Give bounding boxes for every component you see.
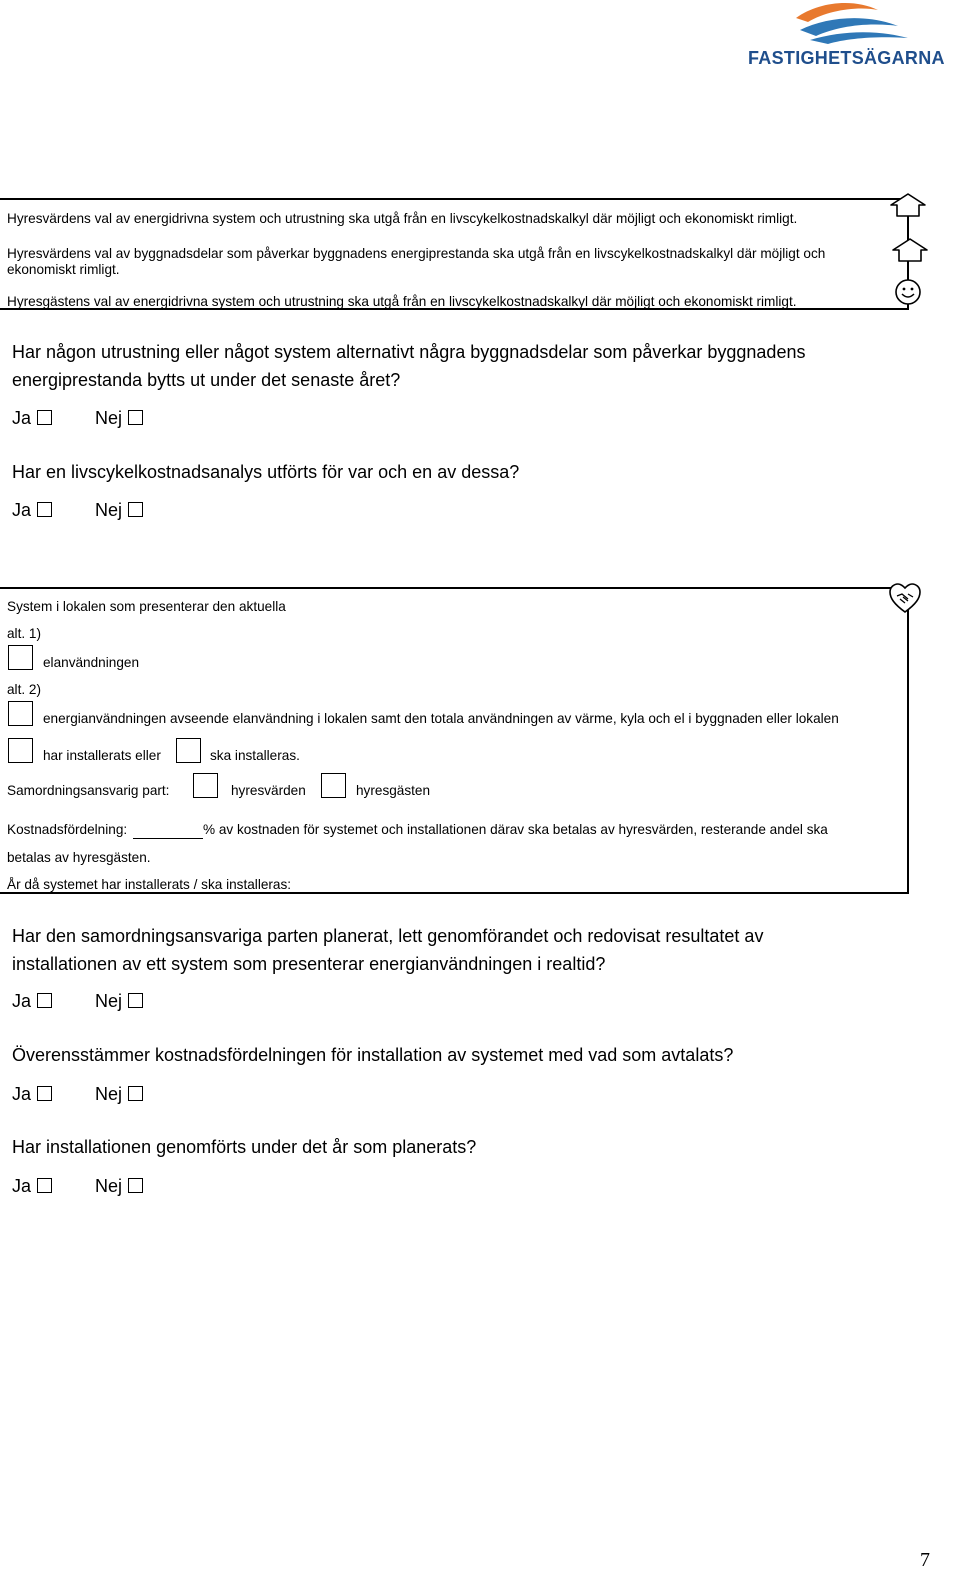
question-2-options (12, 500, 143, 521)
question-2 (12, 458, 519, 486)
house-icon (888, 192, 928, 218)
yes-checkbox[interactable] (37, 1178, 52, 1193)
year-field[interactable] (299, 877, 439, 894)
coordinator-label: Samordningsansvarig part: (7, 783, 170, 798)
logo (748, 0, 960, 72)
question-2-line1: Har en livscykelkostnadsanalys utförts för var och en av dessa? (12, 462, 520, 482)
no-checkbox[interactable] (128, 410, 143, 425)
logo-text: FASTIGHETSÄGARNA (748, 48, 945, 68)
no-label: Nej (95, 1176, 123, 1196)
question-4-line1: Överensstämmer kostnadsfördelningen för installation av systemet med vad som avtalats? (12, 1045, 734, 1065)
no-label: Nej (95, 1084, 123, 1104)
no-label: Nej (95, 500, 123, 520)
year-line (7, 877, 439, 894)
tenant-label: hyresgästen (356, 783, 431, 798)
landlord-checkbox[interactable] (193, 773, 218, 798)
system-box (0, 587, 909, 894)
requirement-2-cont: ekonomiskt rimligt. (7, 262, 120, 277)
yes-checkbox[interactable] (37, 993, 52, 1008)
yes-label: Ja (12, 1176, 32, 1196)
requirement-3: Hyresgästens val av energidrivna system och utrustning ska utgå från en livscykelkostnadskalkyl där möjligt och ekonomiskt rimligt. (7, 294, 797, 309)
question-3-line2: installationen av ett system som presenterar energianvändningen i realtid? (12, 954, 606, 974)
no-checkbox[interactable] (128, 502, 143, 517)
no-label: Nej (95, 408, 123, 428)
no-checkbox[interactable] (128, 1178, 143, 1193)
cost-text: % av kostnaden för systemet och installationen därav ska betalas av hyresvärden, resterande andel ska (202, 822, 828, 837)
smiley-icon (894, 278, 922, 306)
system-heading: System i lokalen som presenterar den aktuella (7, 599, 286, 614)
alt2-label: alt. 2) (7, 682, 41, 697)
landlord-label: hyresvärden (231, 783, 306, 798)
no-checkbox[interactable] (128, 993, 143, 1008)
question-3-options (12, 991, 143, 1012)
yes-label: Ja (12, 1084, 32, 1104)
alt1-checkbox[interactable] (8, 645, 33, 670)
question-1-line1: Har någon utrustning eller något system alternativt några byggnadsdelar som påverkar byggnadens (12, 342, 806, 362)
to-install-checkbox[interactable] (176, 738, 201, 763)
cost-label: Kostnadsfördelning: (7, 822, 128, 837)
question-3 (12, 922, 763, 978)
cost-line (7, 822, 828, 839)
no-checkbox[interactable] (128, 1086, 143, 1101)
question-5 (12, 1133, 476, 1161)
house-icon (890, 237, 930, 263)
yes-label: Ja (12, 991, 32, 1011)
cost-percent-field[interactable] (133, 822, 203, 839)
question-5-line1: Har installationen genomförts under det år som planerats? (12, 1137, 477, 1157)
alt1-label: alt. 1) (7, 626, 41, 641)
yes-checkbox[interactable] (37, 502, 52, 517)
tenant-checkbox[interactable] (321, 773, 346, 798)
question-4 (12, 1041, 733, 1069)
no-label: Nej (95, 991, 123, 1011)
question-5-options (12, 1176, 143, 1197)
installed-label: har installerats eller (43, 748, 161, 763)
year-label: År då systemet har installerats / ska installeras: (7, 877, 292, 892)
alt2-text: energianvändningen avseende elanvändning i lokalen samt den totala användningen av värme, kyla och el i byggnaden eller lokalen (43, 711, 839, 726)
yes-label: Ja (12, 408, 32, 428)
alt2-checkbox[interactable] (8, 701, 33, 726)
question-3-line1: Har den samordningsansvariga parten planerat, lett genomförandet och redovisat resultatet av (12, 926, 764, 946)
requirement-1: Hyresvärdens val av energidrivna system och utrustning ska utgå från en livscykelkostnadskalkyl där möjligt och ekonomiskt rimligt. (7, 211, 798, 226)
question-1-line2: energiprestanda bytts ut under det senaste året? (12, 370, 401, 390)
cost-text-cont: betalas av hyresgästen. (7, 850, 151, 865)
question-1 (12, 338, 805, 394)
yes-checkbox[interactable] (37, 410, 52, 425)
to-install-label: ska installeras. (210, 748, 300, 763)
question-1-options (12, 408, 143, 429)
installed-checkbox[interactable] (8, 738, 33, 763)
page-number: 7 (920, 1549, 930, 1571)
requirement-2: Hyresvärdens val av byggnadsdelar som påverkar byggnadens energiprestanda ska utgå från en livscykelkostnadskalkyl där möjligt och (7, 246, 826, 261)
yes-label: Ja (12, 500, 32, 520)
alt1-text: elanvändningen (43, 655, 139, 670)
question-4-options (12, 1084, 143, 1105)
logo-waves-icon (748, 0, 960, 48)
yes-checkbox[interactable] (37, 1086, 52, 1101)
handshake-heart-icon (888, 582, 922, 614)
